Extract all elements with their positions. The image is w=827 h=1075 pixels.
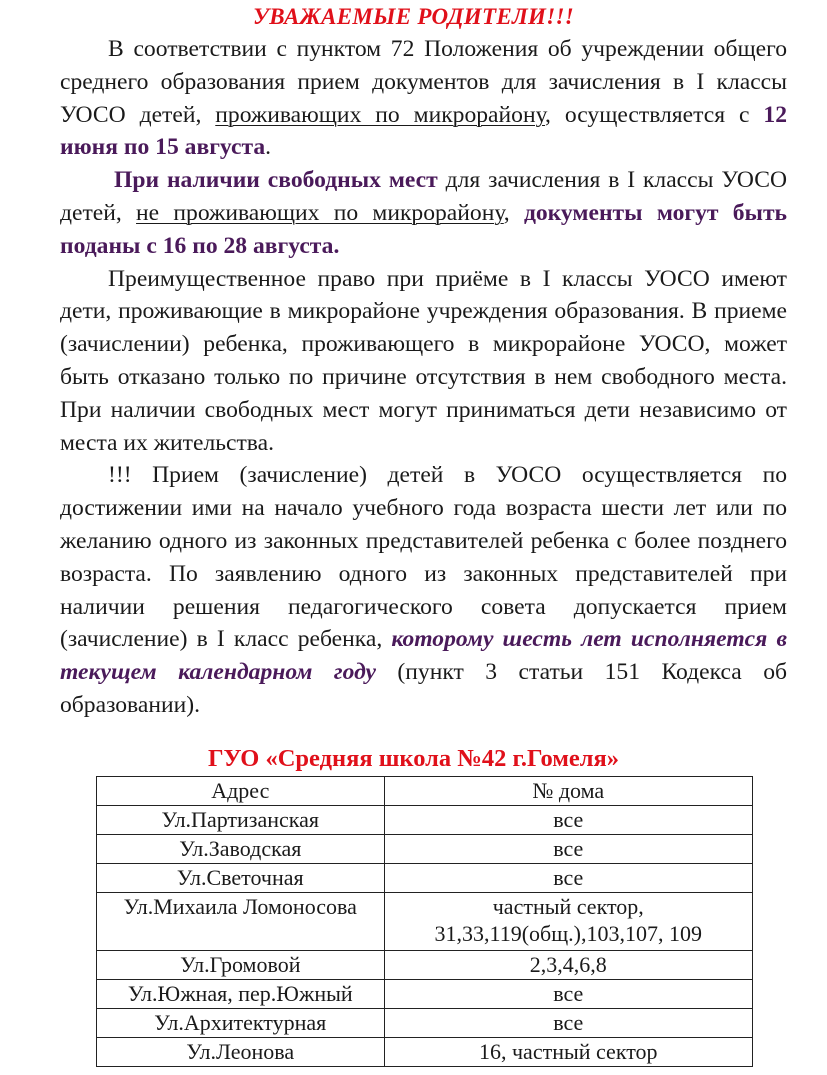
table-row (97, 835, 753, 864)
street-cell: Ул.Партизанская (97, 806, 385, 835)
table-row (97, 893, 753, 951)
column-header-address: Адрес (97, 777, 385, 806)
residing-in-district-text: проживающих по микрорайону (215, 101, 546, 128)
paragraph-text: (пункт 3 статьи 151 Кодекса об образовании). (60, 659, 788, 718)
houses-cell: все (384, 864, 752, 893)
table-row (97, 1038, 753, 1067)
paragraph-free-places (60, 164, 787, 262)
table-row (97, 806, 753, 835)
table-row (97, 980, 753, 1009)
street-cell: Ул.Южная, пер.Южный (97, 980, 385, 1009)
school-title: ГУО «Средняя школа №42 г.Гомеля» (207, 745, 620, 772)
free-places-phrase: При наличии свободных мест (114, 167, 438, 194)
paragraph-text: . (265, 134, 272, 161)
houses-cell (384, 893, 752, 951)
district-streets-table (96, 776, 753, 1067)
notice-body (60, 33, 787, 722)
late-admission-dates: документы могут быть поданы с 16 по 28 августа. (60, 199, 788, 259)
paragraph-text: , осуществляется с (545, 101, 764, 128)
houses-cell: все (384, 806, 752, 835)
paragraph-age-requirement (60, 459, 787, 721)
paragraph-text: , (503, 199, 524, 226)
houses-cell: все (384, 835, 752, 864)
table-header-row (97, 777, 753, 806)
houses-cell: 16, частный сектор (384, 1038, 752, 1067)
street-cell: Ул.Архитектурная (97, 1009, 385, 1038)
street-cell: Ул.Леонова (97, 1038, 385, 1067)
houses-line: 31,33,119(общ.),103,107, 109 (434, 921, 703, 946)
table-row (97, 951, 753, 980)
column-header-houses: № дома (384, 777, 752, 806)
houses-line: частный сектор, (492, 894, 644, 919)
paragraph-text: для зачисления в I классы УОСО детей, (60, 167, 787, 226)
age-emphasis: которому шесть лет исполняется в текущем календарном году (60, 626, 787, 686)
street-cell: Ул.Светочная (97, 864, 385, 893)
table-row (97, 1009, 753, 1038)
paragraph-text: !!! Прием (зачисление) детей в УОСО осуществляется по достижении ими на начало учебного года возраста шести лет или по желанию одного из законных представителей ребенка с более позднего возраста. По заявлению одного из законных представителей при наличии решения педагогического совета допускается прием (зачисление) в I класс ребенка, (60, 462, 787, 653)
paragraph-text: В соответствии с пунктом 72 Положения об учреждении общего среднего образования прием документов для зачисления в I классы УОСО детей, (60, 36, 787, 128)
street-cell: Ул.Михаила Ломоносова (97, 893, 385, 951)
houses-cell: все (384, 1009, 752, 1038)
table-row (97, 864, 753, 893)
houses-cell: все (384, 980, 752, 1009)
page-heading: УВАЖАЕМЫЕ РОДИТЕЛИ!!! (252, 4, 575, 29)
not-residing-in-district-text: не проживающих по микрорайону (136, 199, 504, 226)
paragraph-admission-period (60, 33, 787, 164)
street-cell: Ул.Заводская (97, 835, 385, 864)
houses-cell: 2,3,4,6,8 (384, 951, 752, 980)
paragraph-priority-right: Преимущественное право при приёме в I классы УОСО имеют дети, проживающие в микрорайоне учреждения образования. В приеме (зачислении) ребенка, проживающего в микрорайоне УОСО, может быть отказано только по причине отсутствия в нем свободного места. При наличии свободных мест могут приниматься дети независимо от места их жительства. (60, 265, 787, 456)
admission-dates: 12 июня по 15 августа (60, 101, 787, 161)
street-cell: Ул.Громовой (97, 951, 385, 980)
